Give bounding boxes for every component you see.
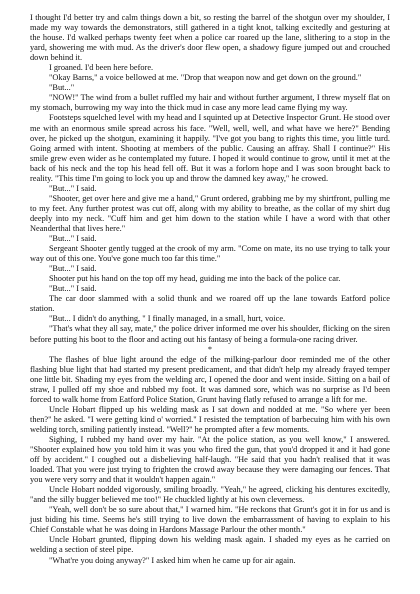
paragraph: "Shooter, get over here and give me a hand," Grunt ordered, grabbing me by my shirtfront, pulling me to my feet. Any further protest was cut off, along with my ability to breathe, as the collar of my shirt dug deeply into my neck. "Cuff him and get him down to the station while I have a word with that other Neanderthal that lives here." — [30, 193, 390, 233]
paragraph: Uncle Hobart flipped up his welding mask as I sat down and nodded at me. "So where yer been then?" he asked. "I were getting kind o' worried." I resisted the temptation of barbecuing him with his own welding torch, smiling patiently instead. "Well?" he prompted after a few moments. — [30, 404, 390, 434]
paragraph: "But..." I said. — [49, 234, 97, 244]
paragraph: Shooter put his hand on the top off my head, guiding me into the back of the police car. — [49, 274, 341, 284]
paragraph: I thought I'd better try and calm things down a bit, so resting the barrel of the shotgun over my shoulder, I made my way towards the demonstrators, still gathered in a tight knot, talking excitedly and gesturing at the house. I'd walked perhaps twenty feet when a police car roared up the lane, slithering to a stop in the yard, showering me with mud. As the driver's door flew open, a shadowy figure jumped out and crouched down behind it. — [30, 13, 390, 63]
paragraph: The flashes of blue light around the edge of the milking-parlour door reminded me of the other flashing blue light that had started my present predicament, and that didn't help my already frayed temper one little bit. Shading my eyes from the welding arc, I opened the door and went inside. Sitting on a bail of straw, I pulled off my shoe and rubbed my foot. It was damned sore, which was no surprise as I'd been forced to walk home from Eatford Police Station, Grunt having flatly refused to arrange a lift for me. — [30, 354, 390, 404]
paragraph: "But..." — [49, 83, 75, 93]
paragraph: "Okay Barns," a voice bellowed at me. "Drop that weapon now and get down on the ground." — [49, 73, 362, 83]
paragraph: Sergeant Shooter gently tugged at the crook of my arm. "Come on mate, its no use trying to talk your way out of this one. You've gone much too far this time." — [30, 244, 390, 264]
paragraph: Footsteps squelched level with my head and I squinted up at Detective Inspector Grunt. He stood over me with an enormous smile spread across his face. "Well, well, well, and what have we here?" Bending over, he picked up the shotgun, examining it happily. "I've got you bang to rights this time, you little turd. Going armed with intent. Shooting at members of the public. Causing an affray. Shall I continue?" His smile grew even wider as he contemplated my future. I hoped it would continue to grow, until it met at the back of his neck and the top his head fell off. But it was a forlorn hope and I was soon brought back to reality. "This time I'm going to lock you up and throw the damned key away," he crowed. — [30, 113, 390, 183]
paragraph: "That's what they all say, mate," the police driver informed me over his shoulder, flicking on the siren before putting his boot to the floor and acting out his fantasy of being a formula-one racing driver. — [30, 324, 390, 344]
paragraph: "But..." I said. — [49, 183, 97, 193]
paragraph: "But..." I said. — [49, 284, 97, 294]
paragraph: Sighing, I rubbed my hand over my hair. "At the police station, as you well know," I answered. "Shooter explained how you told him it was you who fired the gun, that you'd dropped it and it had gone off by accident." I coughed out a disbelieving half-laugh. "He said that you hadn't realised that it was loaded. That you were just trying to frighten the crowd away because they were damaging our fences. That you were very sorry and that it wouldn't happen again." — [30, 434, 390, 485]
paragraph: "Yeah, well don't be so sure about that," I warned him. "He reckons that Grunt's got it in for us and is just biding his time. Seems he's still trying to live down the embarrassment of having to explain to his Chief Constable what he was doing in Hardons Massage Parlour the other month." — [30, 505, 390, 535]
paragraph: "NOW!" The wind from a bullet ruffled my hair and without further argument, I threw myself flat on my stomach, burrowing my way into the thick mud in case any more lead came flying my way. — [30, 93, 390, 113]
paragraph: I groaned. I'd been here before. — [49, 63, 154, 73]
section-separator: * — [207, 344, 213, 354]
paragraph: The car door slammed with a solid thunk and we roared off up the lane towards Eatford police station. — [30, 294, 390, 314]
paragraph: "What're you doing anyway?" I asked him when he came up for air again. — [49, 555, 296, 565]
paragraph: "But... I didn't do anything, " I finally managed, in a small, hurt, voice. — [49, 314, 286, 324]
paragraph: "But..." I said. — [49, 264, 97, 274]
paragraph: Uncle Hobart nodded vigorously, smiling broadly. "Yeah," he agreed, clicking his dentures excitedly, "and the silly bugger believed me too!" He chuckled lightly at his own cleverness. — [30, 485, 390, 505]
paragraph: Uncle Hobart grunted, flipping down his welding mask again. I shaded my eyes as he carried on welding a section of steel pipe. — [30, 535, 390, 555]
